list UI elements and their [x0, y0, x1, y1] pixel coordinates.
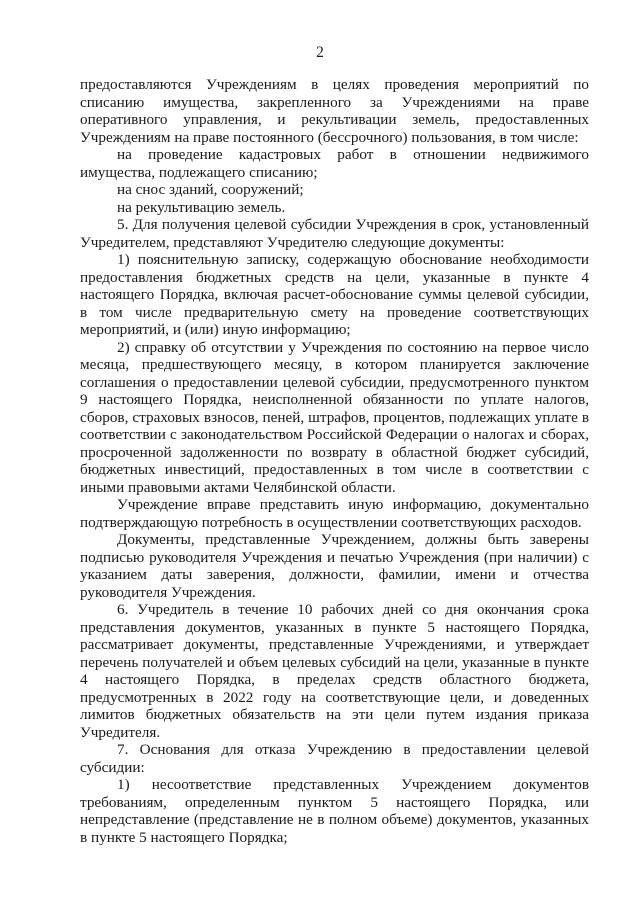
paragraph-continuation: предоставляются Учреждениям в целях проведения мероприятий по списанию имущества, закрепленного за Учреждениями на праве оперативного управления, и рекультивации земель, предоставленных Учреждениям на праве постоянного (бессрочного) пользования, в том числе:: [80, 76, 589, 146]
paragraph-clause-5-item-2: 2) справку об отсутствии у Учреждения по состоянию на первое число месяца, предшествующего месяцу, в котором планируется заключение соглашения о предоставлении целевой субсидии, предусмотренного пунктом 9 настоящего Порядка, неисполненной обязанности по уплате налогов, сборов, страховых взносов, пеней, штрафов, процентов, подлежащих уплате в соответствии с законодательством Российской Федерации о налогах и сборах, просроченной задолженности по возврату в областной бюджет субсидий, бюджетных инвестиций, предоставленных в том числе в соответствии с иными правовыми актами Челябинской области.: [80, 338, 589, 496]
paragraph-clause-6: 6. Учредитель в течение 10 рабочих дней со дня окончания срока представления документов, указанных в пункте 5 настоящего Порядка, рассматривает документы, представленные Учреждениями, и утверждает перечень получателей и объем целевых субсидий на цели, указанные в пункте 4 настоящего Порядка, в пределах средств областного бюджета, предусмотренных в 2022 году на соответствующие цели, и доведенных лимитов бюджетных обязательств на эти цели путем издания приказа Учредителя.: [80, 601, 589, 741]
paragraph-list-item-demolition: на снос зданий, сооружений;: [117, 181, 304, 198]
page-number: 2: [316, 44, 324, 61]
paragraph-other-information: Учреждение вправе представить иную информацию, документально подтверждающую потребность в осуществлении соответствующих расходов.: [80, 496, 589, 531]
paragraph-clause-5-item-1: 1) пояснительную записку, содержащую обоснование необходимости предоставления бюджетных средств на цели, указанные в пункте 4 настоящего Порядка, включая расчет-обоснование суммы целевой субсидии, в том числе предварительную смету на проведение соответствующих мероприятий, и (или) иную информацию;: [80, 251, 589, 338]
paragraph-list-item-cadastral: на проведение кадастровых работ в отношении недвижимого имущества, подлежащего списанию;: [80, 146, 589, 181]
paragraph-clause-7-item-1: 1) несоответствие представленных Учреждением документов требованиям, определенным пунктом 5 настоящего Порядка, или непредставление (представление не в полном объеме) документов, указанных в пункте 5 настоящего Порядка;: [80, 776, 589, 846]
document-body: [80, 76, 589, 846]
paragraph-clause-7: 7. Основания для отказа Учреждению в предоставлении целевой субсидии:: [80, 741, 589, 776]
paragraph-document-certification: Документы, представленные Учреждением, должны быть заверены подписью руководителя Учреждения и печатью Учреждения (при наличии) с указанием даты заверения, должности, фамилии, имени и отчества руководителя Учреждения.: [80, 531, 589, 601]
paragraph-list-item-recultivation: на рекультивацию земель.: [117, 198, 286, 216]
paragraph-clause-5: 5. Для получения целевой субсидии Учреждения в срок, установленный Учредителем, представляют Учредителю следующие документы:: [80, 216, 589, 251]
